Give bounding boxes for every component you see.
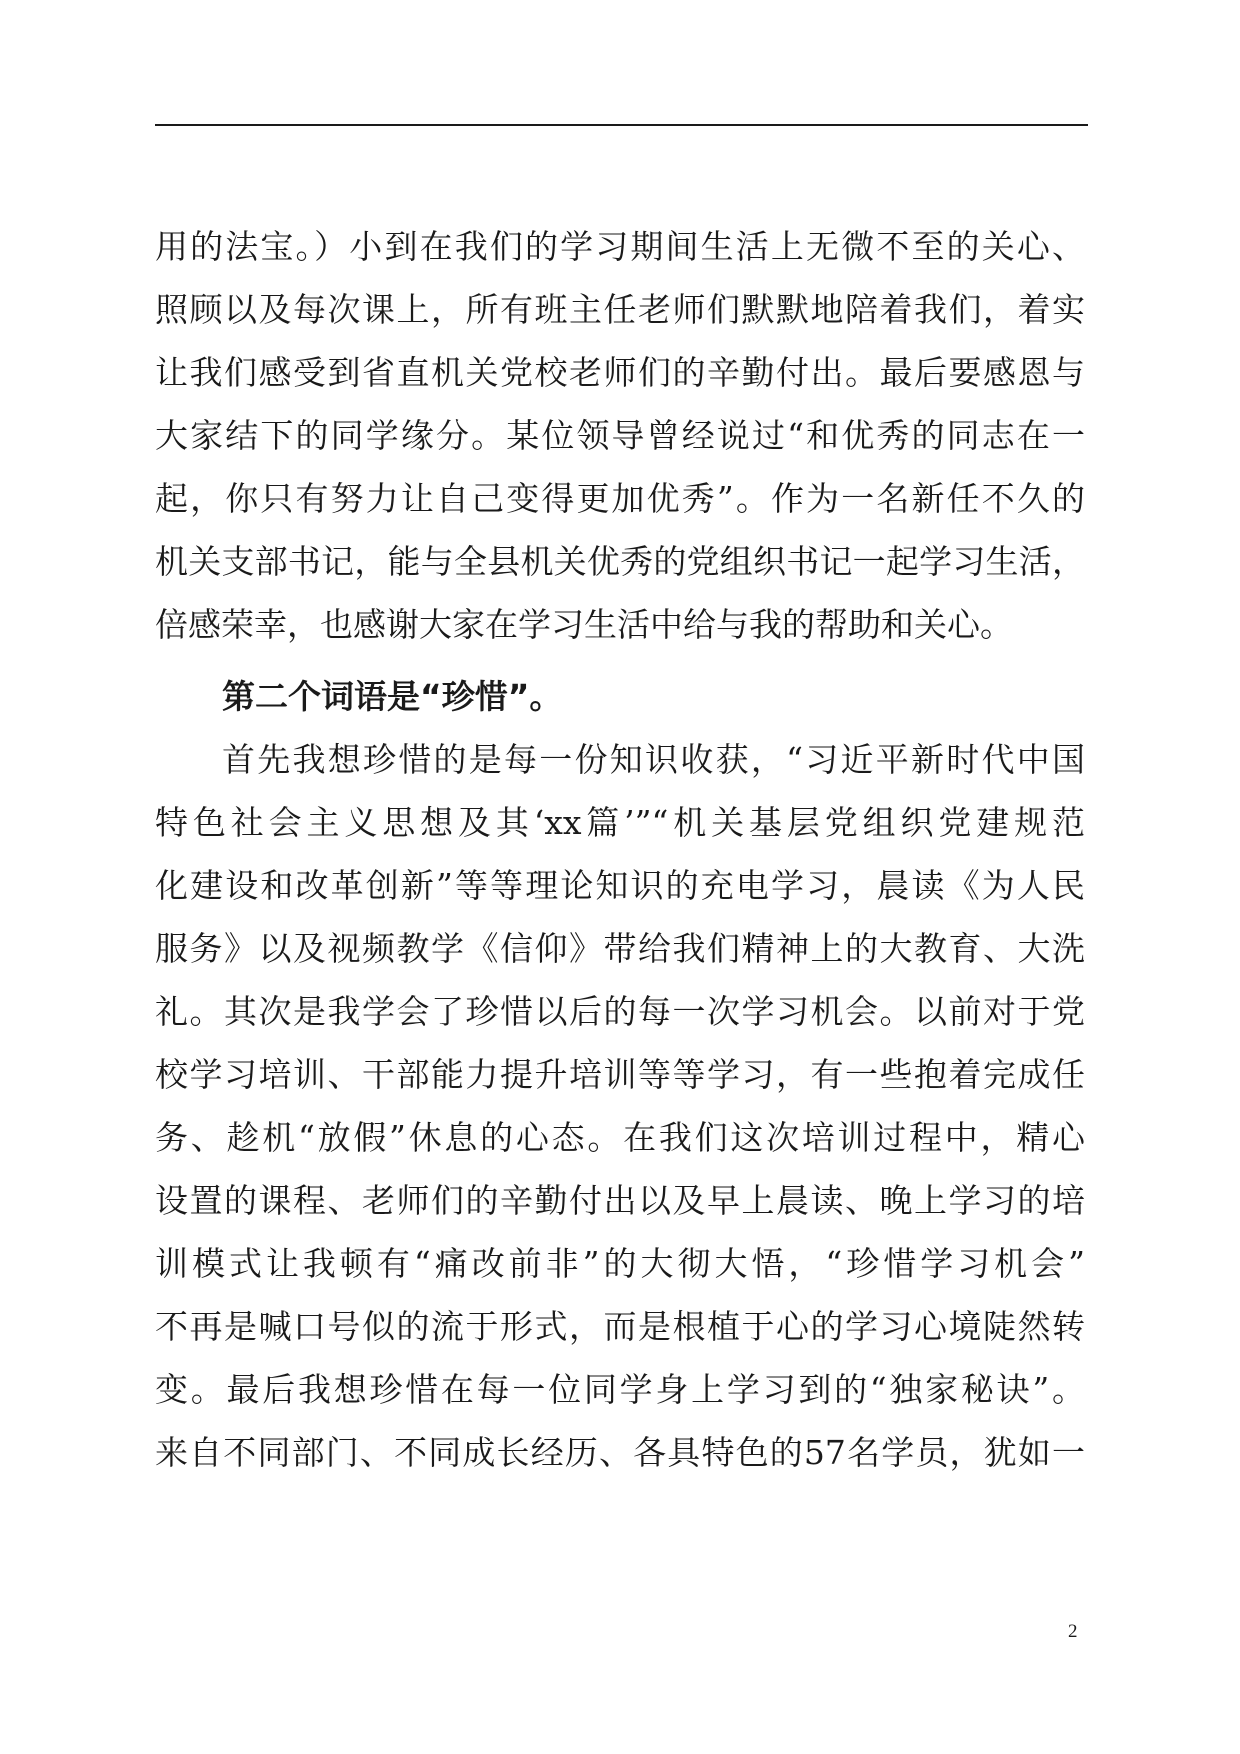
paragraph-1-line: 照顾以及每次课上，所有班主任老师们默默地陪着我们，着实 bbox=[155, 290, 1085, 329]
paragraph-2-line: 训模式让我顿有“痛改前非”的大彻大悟，“珍惜学习机会” bbox=[155, 1244, 1085, 1283]
paragraph-2-line: 务、趁机“放假”休息的心态。在我们这次培训过程中，精心 bbox=[155, 1118, 1085, 1157]
paragraph-1-line: 让我们感受到省直机关党校老师们的辛勤付出。最后要感恩与 bbox=[155, 353, 1085, 392]
paragraph-2-line: 礼。其次是我学会了珍惜以后的每一次学习机会。以前对于党 bbox=[155, 992, 1085, 1031]
paragraph-2-line: 服务》以及视频教学《信仰》带给我们精神上的大教育、大洗 bbox=[155, 929, 1085, 968]
paragraph-2-line: 不再是喊口号似的流于形式，而是根植于心的学习心境陡然转 bbox=[155, 1307, 1085, 1346]
paragraph-1-line: 机关支部书记，能与全县机关优秀的党组织书记一起学习生活， bbox=[155, 542, 1085, 581]
paragraph-2-line: 首先我想珍惜的是每一份知识收获，“习近平新时代中国 bbox=[222, 740, 1085, 779]
header-rule bbox=[155, 124, 1088, 126]
paragraph-2-line: 校学习培训、干部能力提升培训等等学习，有一些抱着完成任 bbox=[155, 1055, 1085, 1094]
section-heading: 第二个词语是“珍惜”。 bbox=[222, 677, 563, 716]
paragraph-1-line: 用的法宝。）小到在我们的学习期间生活上无微不至的关心、 bbox=[155, 227, 1085, 266]
page-number: 2 bbox=[1068, 1621, 1078, 1642]
paragraph-2-line: 特色社会主义思想及其‘xx篇’”“机关基层党组织党建规范 bbox=[155, 803, 1085, 842]
paragraph-1-line: 起，你只有努力让自己变得更加优秀”。作为一名新任不久的 bbox=[155, 479, 1085, 518]
paragraph-1-line: 大家结下的同学缘分。某位领导曾经说过“和优秀的同志在一 bbox=[155, 416, 1085, 455]
paragraph-1-line: 倍感荣幸，也感谢大家在学习生活中给与我的帮助和关心。 bbox=[155, 605, 1013, 644]
paragraph-2-line: 设置的课程、老师们的辛勤付出以及早上晨读、晚上学习的培 bbox=[155, 1181, 1085, 1220]
paragraph-2-line: 来自不同部门、不同成长经历、各具特色的57名学员，犹如一 bbox=[155, 1433, 1085, 1472]
paragraph-2-line: 变。最后我想珍惜在每一位同学身上学习到的“独家秘诀”。 bbox=[155, 1370, 1085, 1409]
paragraph-2-line: 化建设和改革创新”等等理论知识的充电学习，晨读《为人民 bbox=[155, 866, 1085, 905]
